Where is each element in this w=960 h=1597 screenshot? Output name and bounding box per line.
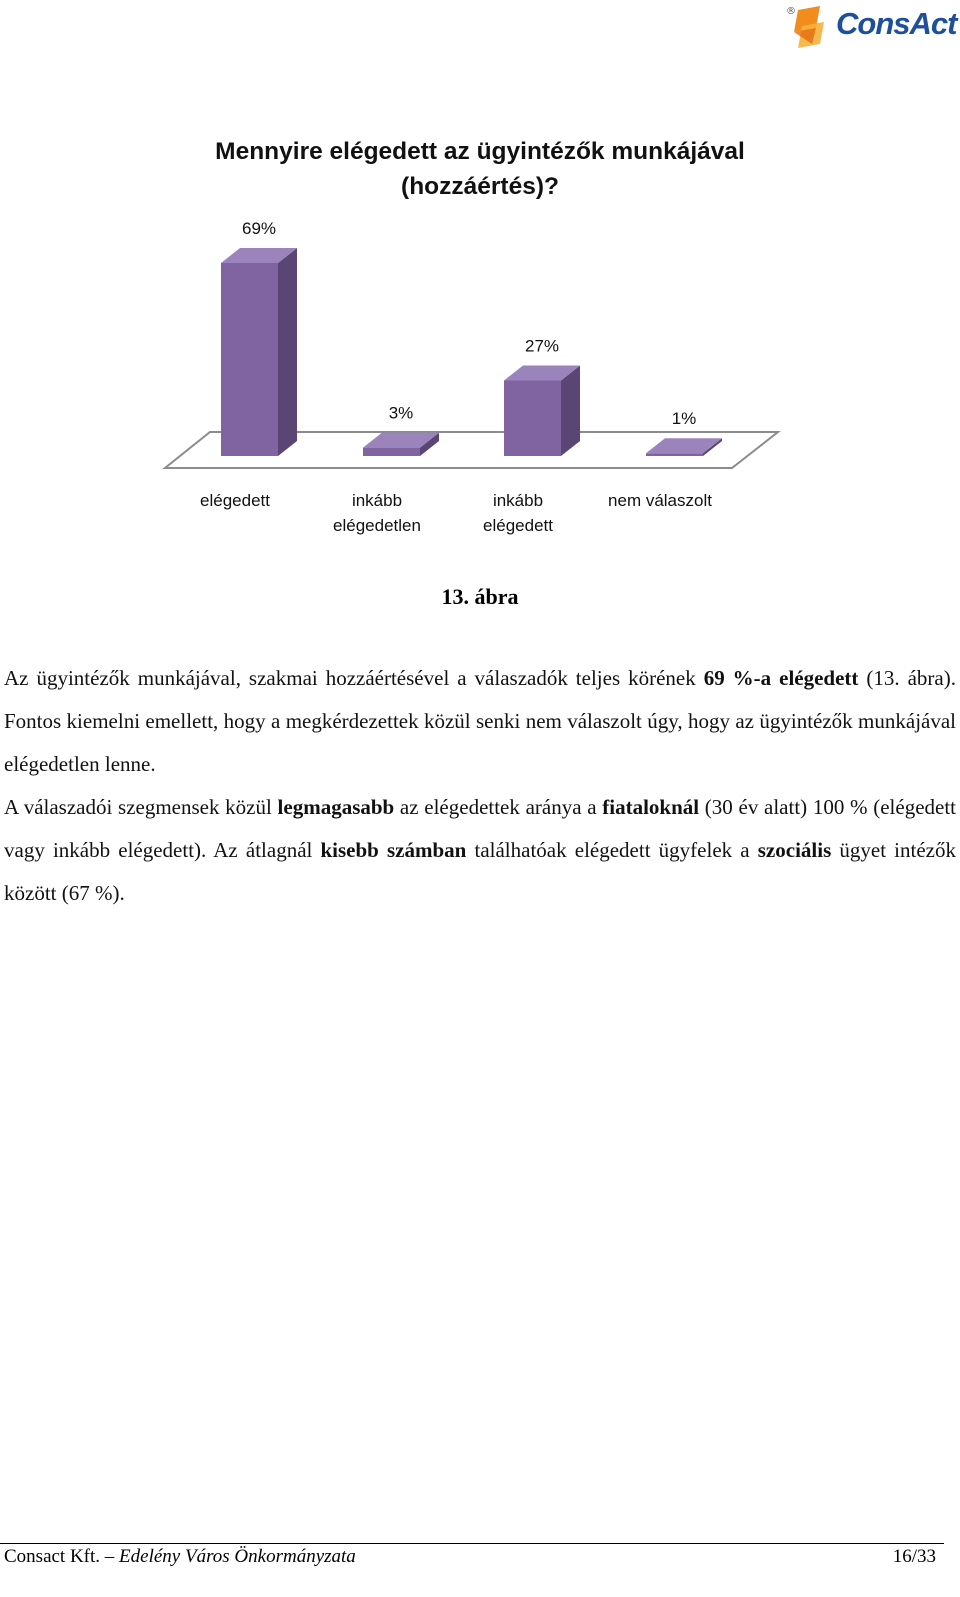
category-label: elégedetlen [333,516,421,535]
bar [221,263,278,456]
bar-chart [0,0,960,560]
footer-separator: – [100,1546,120,1567]
figure-caption: 13. ábra [441,584,519,609]
text-run: találhatóak elégedett ügyfelek a [466,838,758,862]
footer-client: Edelény Város Önkormányzata [119,1546,356,1567]
bar [646,453,703,456]
text-run: (30 év alatt) 100 % (elégedett vagy inkább elégedett). Az átlagnál [4,795,957,862]
data-label: 1% [671,409,697,429]
footer-left [4,1546,356,1568]
bar [363,448,420,456]
data-label: 27% [524,336,560,356]
footer-company: Consact Kft. [4,1546,101,1567]
text-run: (13. ábra). Fontos kiemelni emellett, hogy a megkérdezettek közül senki nem válaszolt úgy, hogy az ügyintézők munkájával elégedetlen lenne. [4,666,956,776]
bar-side [561,365,580,456]
bold-text-run: kisebb számban [320,838,467,862]
body-text [4,657,956,915]
text-run: az elégedettek aránya a [394,795,603,819]
paragraph [4,657,956,786]
bar [504,380,561,456]
bold-text-run: legmagasabb [277,795,395,819]
category-label: nem válaszolt [608,491,712,510]
chart-title-line: (hozzáértés)? [401,173,559,200]
text-run: Az ügyintézők munkájával, szakmai hozzáértésével a válaszadók teljes körének [4,666,704,690]
page-number: 16/33 [892,1546,936,1567]
category-label: elégedett [200,491,270,510]
data-label: 3% [388,403,414,423]
logo-wordmark: ConsAct [836,6,957,41]
footer-divider [0,1543,944,1544]
data-label: 69% [241,219,277,238]
text-run: ügyet intézők között (67 %). [4,838,956,905]
registered-mark: ® [786,6,796,17]
bar-side [278,248,297,456]
bold-text-run: 69 %-a elégedett [703,666,859,690]
paragraph [4,786,956,915]
category-label: elégedett [483,516,553,535]
bold-text-run: fiataloknál [602,795,700,819]
bar-top [646,438,722,453]
category-label: inkább [351,491,403,510]
category-label: inkább [492,491,544,510]
chart-title-line: Mennyire elégedett az ügyintézők munkájával [215,138,745,165]
text-run: A válaszadói szegmensek közül [4,795,278,819]
bold-text-run: szociális [757,838,832,862]
